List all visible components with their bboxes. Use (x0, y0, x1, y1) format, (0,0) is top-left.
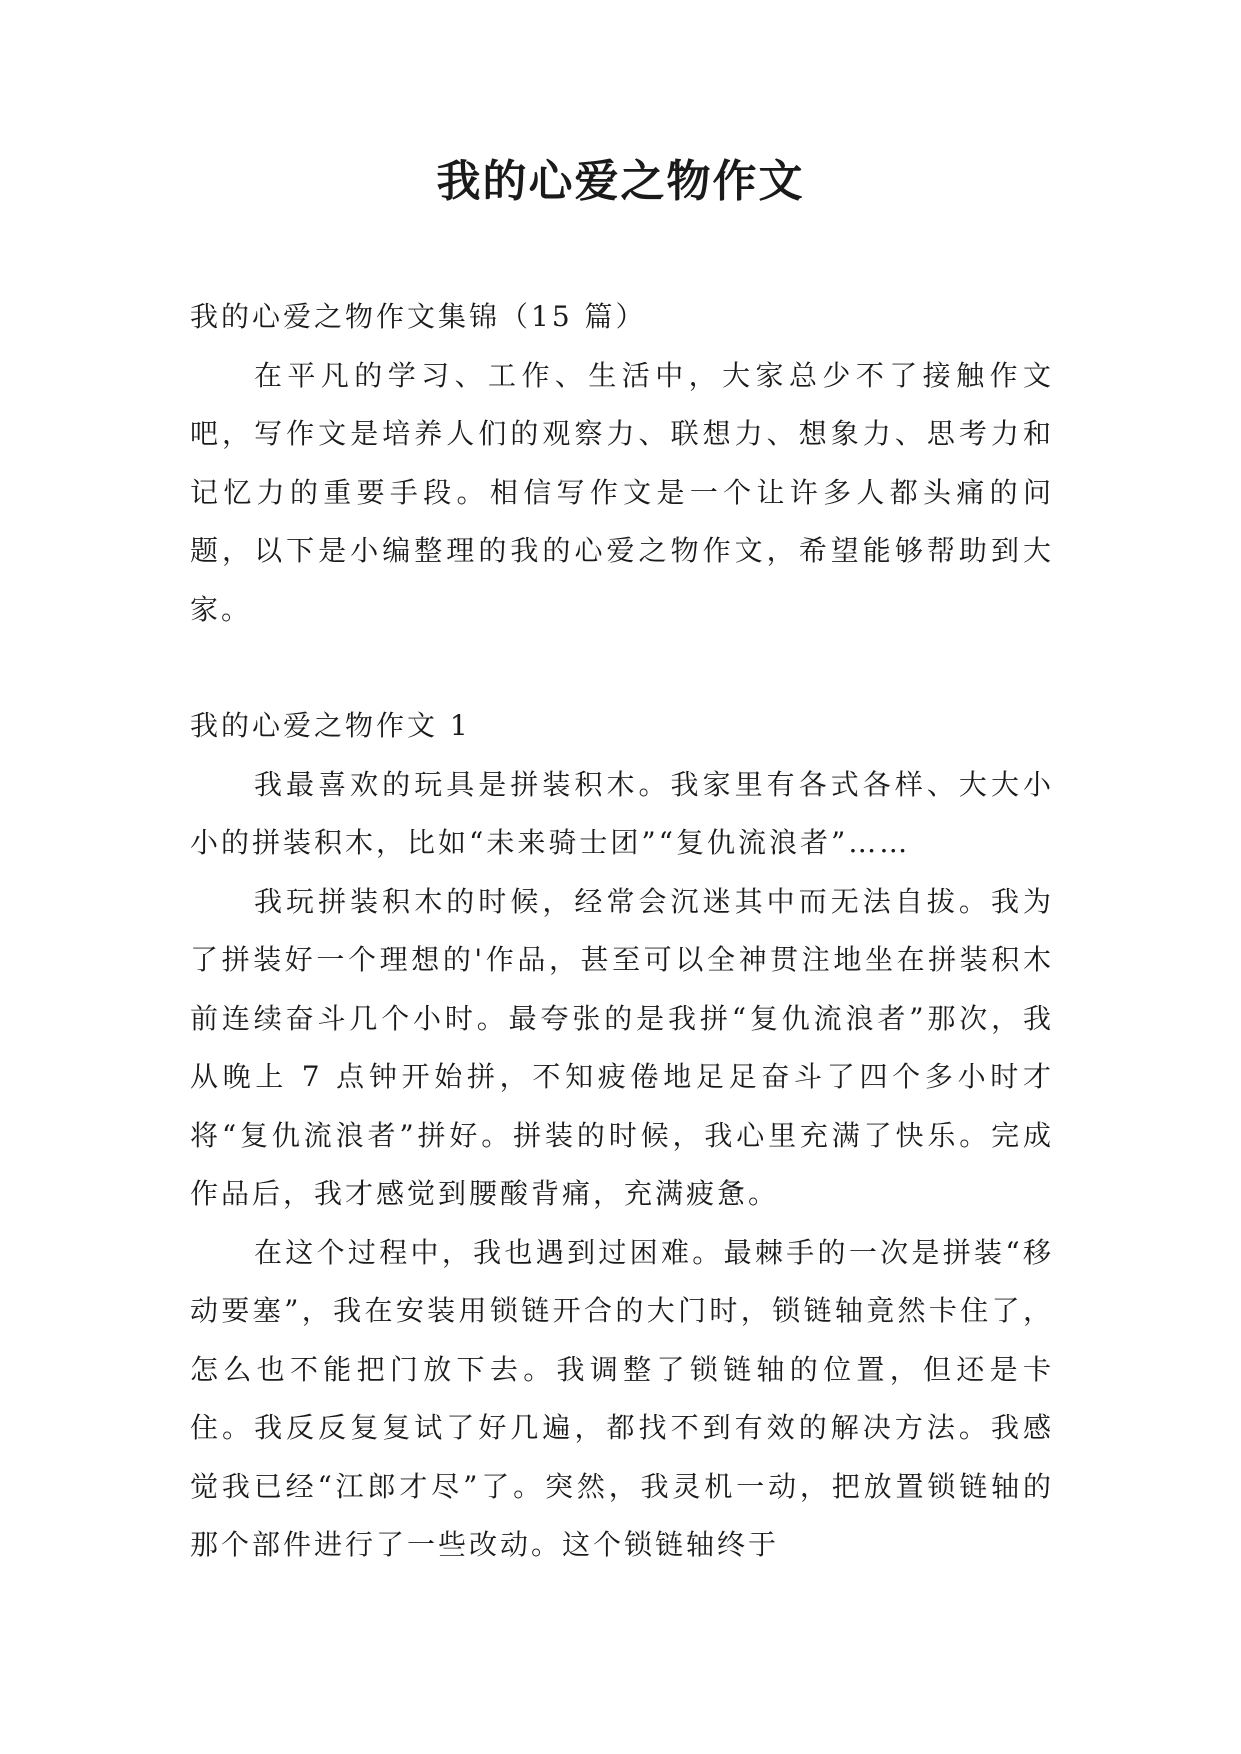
intro-paragraph: 在平凡的学习、工作、生活中，大家总少不了接触作文吧，写作文是培养人们的观察力、联想力、想象力、思考力和记忆力的重要手段。相信写作文是一个让许多人都头痛的问题，以下是小编整理的我的心爱之物作文，希望能够帮助到大家。 (190, 358, 1054, 626)
essay-1-paragraph: 在这个过程中，我也遇到过困难。最棘手的一次是拼装“移动要塞”，我在安装用锁链开合的大门时，锁链轴竟然卡住了，怎么也不能把门放下去。我调整了锁链轴的位置，但还是卡住。我反反复复试了好几遍，都找不到有效的解决方法。我感觉我已经“江郎才尽”了。突然，我灵机一动，把放置锁链轴的那个部件进行了一些改动。这个锁链轴终于 (190, 1235, 1054, 1561)
essay-1-heading: 我的心爱之物作文 1 (190, 709, 471, 742)
essay-1-paragraph: 我玩拼装积木的时候，经常会沉迷其中而无法自拔。我为了拼装好一个理想的'作品，甚至可以全神贯注地坐在拼装积木前连续奋斗几个小时。最夸张的是我拼“复仇流浪者”那次，我从晚上 7 点钟开始拼，不知疲倦地足足奋斗了四个多小时才将“复仇流浪者”拼好。拼装的时候，我心里充满了快乐。完成作品后，我才感觉到腰酸背痛，充满疲惫。 (190, 884, 1054, 1210)
collection-heading: 我的心爱之物作文集锦（15 篇） (190, 300, 647, 333)
essay-1-paragraph: 我最喜欢的玩具是拼装积木。我家里有各式各样、大大小小的拼装积木，比如“未来骑士团”“复仇流浪者”…… (190, 767, 1054, 859)
document-body (190, 288, 1054, 1575)
document-title: 我的心爱之物作文 (436, 156, 805, 207)
section-gap (190, 639, 1054, 697)
